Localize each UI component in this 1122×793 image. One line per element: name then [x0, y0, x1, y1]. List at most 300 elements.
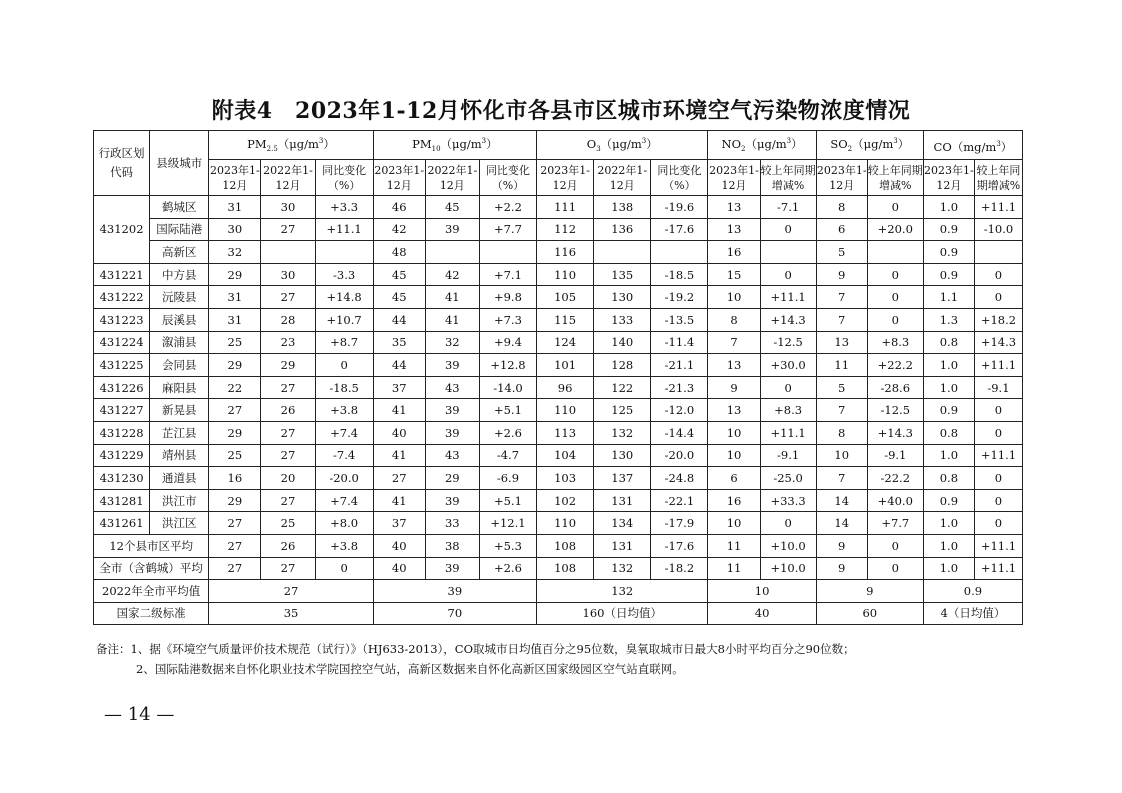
value-cell: 8 [816, 421, 867, 444]
value-cell: 122 [594, 376, 651, 399]
value-cell: +14.3 [867, 421, 923, 444]
value-cell: 0.9 [923, 489, 974, 512]
city-name-cell: 新晃县 [150, 399, 209, 422]
value-cell: +7.7 [479, 218, 536, 241]
value-cell: 0 [315, 354, 373, 377]
value-cell: 137 [594, 467, 651, 490]
value-cell: 27 [261, 421, 315, 444]
subheader-y2023-9: 2023年1-12月 [708, 160, 760, 196]
value-cell: 25 [209, 331, 261, 354]
value-cell [651, 241, 708, 264]
value-cell: 13 [708, 218, 760, 241]
value-cell: 32 [209, 241, 261, 264]
table-row [94, 331, 1023, 354]
header-city: 县级城市 [150, 131, 209, 196]
value-cell: -28.6 [867, 376, 923, 399]
value-cell: 13 [708, 354, 760, 377]
average-label-cell: 全市（含鹤城）平均 [94, 557, 209, 580]
value-cell: 29 [261, 354, 315, 377]
value-cell: 27 [261, 286, 315, 309]
value-cell: 135 [594, 263, 651, 286]
value-cell: 105 [537, 286, 594, 309]
value-cell: 1.0 [923, 512, 974, 535]
value-cell: 27 [209, 399, 261, 422]
value-cell: 11 [708, 534, 760, 557]
value-cell: +11.1 [974, 557, 1022, 580]
subheader-vs_last-12: 较上年同期增减% [867, 160, 923, 196]
page-number: — 14 — [104, 704, 175, 725]
value-cell [760, 241, 816, 264]
value-cell: 1.0 [923, 557, 974, 580]
header-pm10: $PM_{10}(\mu g/m^3)$ [373, 131, 536, 160]
value-cell: 33 [425, 512, 479, 535]
value-cell: 41 [425, 286, 479, 309]
value-cell: 0 [867, 308, 923, 331]
value-cell: +14.3 [974, 331, 1022, 354]
summary-value-cell: 10 [708, 580, 816, 603]
value-cell: 136 [594, 218, 651, 241]
value-cell: -3.3 [315, 263, 373, 286]
value-cell: 0 [974, 286, 1022, 309]
value-cell: 11 [816, 354, 867, 377]
table-row [94, 196, 1023, 219]
header-so2: $SO_2(\mu g/m^3)$ [816, 131, 923, 160]
value-cell: 101 [537, 354, 594, 377]
region-code-cell: 431261 [94, 512, 150, 535]
value-cell: +5.3 [479, 534, 536, 557]
value-cell: +11.1 [760, 421, 816, 444]
value-cell: 27 [209, 512, 261, 535]
summary-value-cell: 39 [373, 580, 536, 603]
value-cell: 27 [261, 557, 315, 580]
value-cell: 0 [867, 196, 923, 219]
value-cell: +33.3 [760, 489, 816, 512]
region-code-cell: 431224 [94, 331, 150, 354]
summary-row [94, 580, 1023, 603]
value-cell: 0 [974, 467, 1022, 490]
summary-value-cell: 70 [373, 602, 536, 625]
header-pm25: $PM_{2.5}(\mu g/m^3)$ [209, 131, 373, 160]
summary-value-cell: 0.9 [923, 580, 1022, 603]
value-cell: 8 [708, 308, 760, 331]
city-name-cell: 麻阳县 [150, 376, 209, 399]
value-cell: 16 [708, 241, 760, 264]
subheader-y2023-13: 2023年1-12月 [923, 160, 974, 196]
value-cell: +11.1 [974, 354, 1022, 377]
value-cell: 130 [594, 286, 651, 309]
value-cell: +7.7 [867, 512, 923, 535]
value-cell: 9 [816, 534, 867, 557]
value-cell: +14.8 [315, 286, 373, 309]
value-cell: 0.8 [923, 421, 974, 444]
summary-label-cell: 国家二级标准 [94, 602, 209, 625]
subheader-yoy-5: 同比变化（%） [479, 160, 536, 196]
value-cell: 0 [974, 399, 1022, 422]
value-cell: 131 [594, 534, 651, 557]
value-cell: -7.4 [315, 444, 373, 467]
value-cell: +3.8 [315, 534, 373, 557]
subheader-y2022-1: 2022年1-12月 [261, 160, 315, 196]
value-cell: 41 [373, 444, 425, 467]
value-cell: +7.3 [479, 308, 536, 331]
value-cell: +5.1 [479, 399, 536, 422]
value-cell: 103 [537, 467, 594, 490]
value-cell: 16 [708, 489, 760, 512]
summary-value-cell: 27 [209, 580, 373, 603]
value-cell: 132 [594, 421, 651, 444]
value-cell: 27 [261, 218, 315, 241]
value-cell: 27 [261, 444, 315, 467]
value-cell: 108 [537, 534, 594, 557]
value-cell: -18.2 [651, 557, 708, 580]
value-cell: 1.0 [923, 444, 974, 467]
value-cell: 31 [209, 308, 261, 331]
value-cell: 29 [425, 467, 479, 490]
value-cell: 29 [209, 421, 261, 444]
value-cell: +22.2 [867, 354, 923, 377]
value-cell: 132 [594, 557, 651, 580]
value-cell: +8.3 [867, 331, 923, 354]
city-name-cell: 芷江县 [150, 421, 209, 444]
value-cell: 0 [760, 376, 816, 399]
value-cell: -12.0 [651, 399, 708, 422]
value-cell: 30 [261, 263, 315, 286]
table-row [94, 286, 1023, 309]
city-name-cell: 靖州县 [150, 444, 209, 467]
summary-label-cell: 2022年全市平均值 [94, 580, 209, 603]
value-cell: +40.0 [867, 489, 923, 512]
city-name-cell: 通道县 [150, 467, 209, 490]
value-cell: 131 [594, 489, 651, 512]
value-cell: 1.0 [923, 354, 974, 377]
value-cell: 9 [816, 557, 867, 580]
value-cell: 10 [708, 421, 760, 444]
subheader-yoy-2: 同比变化（%） [315, 160, 373, 196]
value-cell: 46 [373, 196, 425, 219]
value-cell: 0 [315, 557, 373, 580]
value-cell: 13 [816, 331, 867, 354]
value-cell: -22.1 [651, 489, 708, 512]
value-cell: -18.5 [651, 263, 708, 286]
value-cell: +3.3 [315, 196, 373, 219]
value-cell: 27 [373, 467, 425, 490]
subheader-yoy-8: 同比变化（%） [651, 160, 708, 196]
value-cell: 15 [708, 263, 760, 286]
value-cell: 9 [816, 263, 867, 286]
value-cell: 116 [537, 241, 594, 264]
value-cell: 7 [816, 308, 867, 331]
value-cell [867, 241, 923, 264]
value-cell: 10 [708, 286, 760, 309]
value-cell: -9.1 [974, 376, 1022, 399]
value-cell: +11.1 [974, 196, 1022, 219]
value-cell: +2.6 [479, 557, 536, 580]
value-cell: 0 [867, 534, 923, 557]
subheader-y2022-7: 2022年1-12月 [594, 160, 651, 196]
value-cell: 29 [209, 354, 261, 377]
value-cell: -20.0 [651, 444, 708, 467]
value-cell: 45 [373, 263, 425, 286]
value-cell: 39 [425, 421, 479, 444]
value-cell: 96 [537, 376, 594, 399]
value-cell: -6.9 [479, 467, 536, 490]
city-name-cell: 中方县 [150, 263, 209, 286]
table-row [94, 218, 1023, 241]
subheader-row [94, 160, 1023, 196]
value-cell: 0 [760, 218, 816, 241]
value-cell: 41 [425, 308, 479, 331]
value-cell: 0.9 [923, 241, 974, 264]
value-cell: +7.4 [315, 421, 373, 444]
value-cell: -21.1 [651, 354, 708, 377]
value-cell: -7.1 [760, 196, 816, 219]
header-co: $CO(mg/m^3)$ [923, 131, 1022, 160]
value-cell: 35 [373, 331, 425, 354]
summary-value-cell: 9 [816, 580, 923, 603]
value-cell: -17.6 [651, 218, 708, 241]
value-cell: 42 [425, 263, 479, 286]
pollutant-table [93, 130, 1023, 625]
region-code-cell: 431227 [94, 399, 150, 422]
value-cell: 6 [708, 467, 760, 490]
city-name-cell: 洪江区 [150, 512, 209, 535]
value-cell: 140 [594, 331, 651, 354]
value-cell: 10 [708, 444, 760, 467]
value-cell: 48 [373, 241, 425, 264]
value-cell: 0.9 [923, 218, 974, 241]
value-cell: -17.9 [651, 512, 708, 535]
value-cell: 0.8 [923, 331, 974, 354]
value-cell: +11.1 [974, 444, 1022, 467]
table-row [94, 308, 1023, 331]
value-cell: 14 [816, 489, 867, 512]
value-cell: -9.1 [760, 444, 816, 467]
header-o3: $O_3(\mu g/m^3)$ [537, 131, 708, 160]
value-cell: 7 [816, 399, 867, 422]
region-code-cell: 431221 [94, 263, 150, 286]
region-code-cell: 431225 [94, 354, 150, 377]
value-cell: 7 [708, 331, 760, 354]
value-cell: 32 [425, 331, 479, 354]
value-cell: 1.0 [923, 534, 974, 557]
region-code-cell: 431229 [94, 444, 150, 467]
value-cell: +18.2 [974, 308, 1022, 331]
value-cell: 0 [867, 286, 923, 309]
value-cell: 0 [867, 263, 923, 286]
summary-row [94, 602, 1023, 625]
value-cell: -20.0 [315, 467, 373, 490]
value-cell: 1.0 [923, 376, 974, 399]
value-cell: +10.0 [760, 534, 816, 557]
value-cell: -21.3 [651, 376, 708, 399]
table-row [94, 421, 1023, 444]
average-label-cell: 12个县市区平均 [94, 534, 209, 557]
value-cell: 45 [373, 286, 425, 309]
city-name-cell: 会同县 [150, 354, 209, 377]
value-cell [974, 241, 1022, 264]
value-cell: 5 [816, 376, 867, 399]
value-cell: +9.8 [479, 286, 536, 309]
value-cell: 39 [425, 354, 479, 377]
value-cell: 0 [760, 512, 816, 535]
value-cell: 0 [974, 512, 1022, 535]
subheader-y2023-6: 2023年1-12月 [537, 160, 594, 196]
summary-value-cell: 35 [209, 602, 373, 625]
value-cell: +8.0 [315, 512, 373, 535]
value-cell: 0 [760, 263, 816, 286]
value-cell [315, 241, 373, 264]
region-code-cell: 431223 [94, 308, 150, 331]
summary-value-cell: 160（日均值） [537, 602, 708, 625]
value-cell: 14 [816, 512, 867, 535]
value-cell: 37 [373, 376, 425, 399]
value-cell: 28 [261, 308, 315, 331]
table-row [94, 512, 1023, 535]
value-cell: 22 [209, 376, 261, 399]
value-cell: +2.2 [479, 196, 536, 219]
value-cell: 1.1 [923, 286, 974, 309]
value-cell: 20 [261, 467, 315, 490]
summary-value-cell: 40 [708, 602, 816, 625]
table-row [94, 399, 1023, 422]
value-cell: 39 [425, 557, 479, 580]
average-row [94, 534, 1023, 557]
value-cell: 41 [373, 489, 425, 512]
table-row [94, 376, 1023, 399]
value-cell: 40 [373, 557, 425, 580]
value-cell: +3.8 [315, 399, 373, 422]
value-cell: -12.5 [867, 399, 923, 422]
summary-value-cell: 4（日均值） [923, 602, 1022, 625]
value-cell: +20.0 [867, 218, 923, 241]
note-2: 2、国际陆港数据来自怀化职业技术学院国控空气站，高新区数据来自怀化高新区国家级园区空气站直联网。 [136, 662, 684, 676]
value-cell: 39 [425, 218, 479, 241]
value-cell: 30 [209, 218, 261, 241]
value-cell: 23 [261, 331, 315, 354]
value-cell: 8 [816, 196, 867, 219]
value-cell: 110 [537, 263, 594, 286]
value-cell: -18.5 [315, 376, 373, 399]
value-cell: 124 [537, 331, 594, 354]
value-cell: 38 [425, 534, 479, 557]
value-cell: 44 [373, 308, 425, 331]
value-cell [425, 241, 479, 264]
value-cell: 29 [209, 263, 261, 286]
value-cell: -11.4 [651, 331, 708, 354]
value-cell: 42 [373, 218, 425, 241]
value-cell: +5.1 [479, 489, 536, 512]
value-cell: 25 [261, 512, 315, 535]
value-cell: 1.0 [923, 196, 974, 219]
value-cell: 5 [816, 241, 867, 264]
value-cell: -12.5 [760, 331, 816, 354]
value-cell: 110 [537, 399, 594, 422]
value-cell: -19.2 [651, 286, 708, 309]
note-1: 备注：1、据《环境空气质量评价技术规范（试行）》（HJ633-2013），CO取城市日均值百分之95位数，臭氧取城市日最大8小时平均百分之90位数； [96, 642, 855, 656]
value-cell: 11 [708, 557, 760, 580]
table-row [94, 444, 1023, 467]
document-title: 附表4 2023年1-12月怀化市各县市区城市环境空气污染物浓度情况 [211, 98, 911, 124]
value-cell: 27 [261, 376, 315, 399]
value-cell: +9.4 [479, 331, 536, 354]
value-cell: +10.0 [760, 557, 816, 580]
table-row [94, 467, 1023, 490]
city-name-cell: 鹤城区 [150, 196, 209, 219]
value-cell: 37 [373, 512, 425, 535]
region-code-cell: 431281 [94, 489, 150, 512]
city-name-cell: 溆浦县 [150, 331, 209, 354]
value-cell: 0 [974, 421, 1022, 444]
subheader-vs_last-10: 较上年同期增减% [760, 160, 816, 196]
summary-value-cell: 60 [816, 602, 923, 625]
value-cell: 0 [974, 489, 1022, 512]
value-cell: 30 [261, 196, 315, 219]
value-cell: +11.1 [974, 534, 1022, 557]
value-cell: +30.0 [760, 354, 816, 377]
value-cell: -14.4 [651, 421, 708, 444]
value-cell: 31 [209, 196, 261, 219]
value-cell: 43 [425, 376, 479, 399]
value-cell: 0.9 [923, 263, 974, 286]
value-cell: 31 [209, 286, 261, 309]
value-cell: -4.7 [479, 444, 536, 467]
value-cell: 13 [708, 196, 760, 219]
value-cell [594, 241, 651, 264]
value-cell: -24.8 [651, 467, 708, 490]
value-cell: 40 [373, 534, 425, 557]
value-cell [261, 241, 315, 264]
value-cell: +7.1 [479, 263, 536, 286]
region-code-cell: 431202 [94, 196, 150, 264]
value-cell: 27 [209, 534, 261, 557]
city-name-cell: 高新区 [150, 241, 209, 264]
value-cell: 16 [209, 467, 261, 490]
value-cell: 108 [537, 557, 594, 580]
value-cell: 110 [537, 512, 594, 535]
value-cell: 9 [708, 376, 760, 399]
value-cell: 45 [425, 196, 479, 219]
city-name-cell: 洪江市 [150, 489, 209, 512]
value-cell: 104 [537, 444, 594, 467]
subheader-vs_last-14: 较上年同期增减% [974, 160, 1022, 196]
city-name-cell: 国际陆港 [150, 218, 209, 241]
region-code-cell: 431226 [94, 376, 150, 399]
table-row [94, 263, 1023, 286]
table-row [94, 241, 1023, 264]
value-cell: -19.6 [651, 196, 708, 219]
header-code: 行政区划代码 [94, 131, 150, 196]
region-code-cell: 431230 [94, 467, 150, 490]
value-cell: 138 [594, 196, 651, 219]
value-cell: 0 [974, 263, 1022, 286]
value-cell: 41 [373, 399, 425, 422]
header-no2: $NO_2(\mu g/m^3)$ [708, 131, 816, 160]
value-cell: 29 [209, 489, 261, 512]
value-cell: 39 [425, 399, 479, 422]
table-row [94, 489, 1023, 512]
value-cell: +10.7 [315, 308, 373, 331]
value-cell: 26 [261, 399, 315, 422]
value-cell: 39 [425, 489, 479, 512]
value-cell: 1.3 [923, 308, 974, 331]
value-cell: -17.6 [651, 534, 708, 557]
region-code-cell: 431228 [94, 421, 150, 444]
value-cell: -22.2 [867, 467, 923, 490]
value-cell: 10 [708, 512, 760, 535]
value-cell: +11.1 [760, 286, 816, 309]
value-cell: 7 [816, 286, 867, 309]
value-cell: 26 [261, 534, 315, 557]
